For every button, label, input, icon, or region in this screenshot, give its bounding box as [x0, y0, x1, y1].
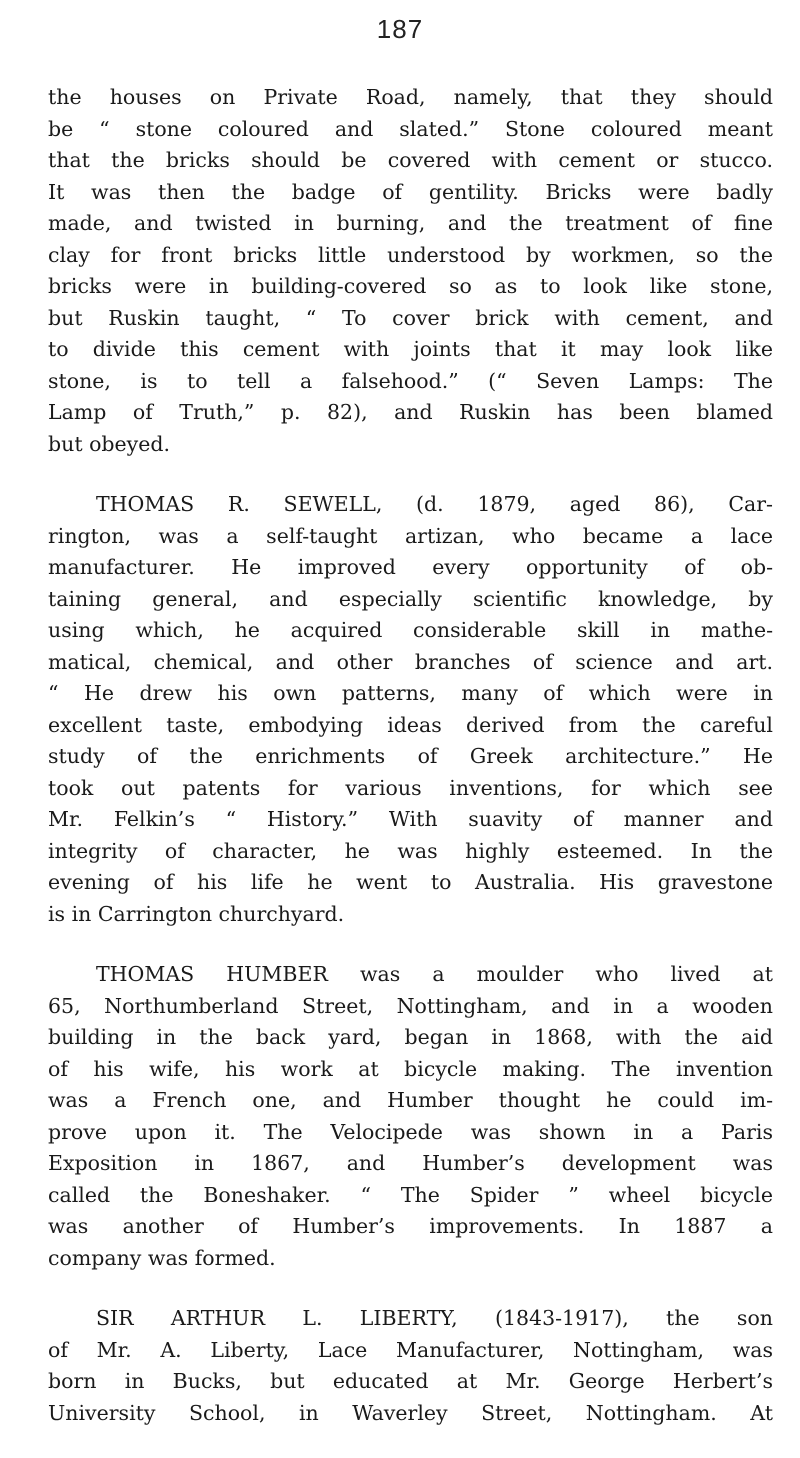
text-line: bricks were in building-covered so as to look like stone,: [48, 274, 773, 298]
text-line: evening of his life he went to Australia. His gravestone: [48, 870, 773, 894]
paragraph-private-road: [48, 82, 773, 460]
text-line: prove upon it. The Velocipede was shown in a Paris: [48, 1119, 773, 1144]
text-line: taining general, and especially scientific knowledge, by: [48, 586, 773, 611]
text-line: manufacturer. He improved every opportunity of ob-: [48, 555, 773, 579]
page-number: 187: [376, 14, 424, 44]
text-line: using which, he acquired considerable skill in mathe-: [48, 618, 773, 642]
text-line: rington, was a self-taught artizan, who became a lace: [48, 523, 773, 548]
text-line: 65, Northumberland Street, Nottingham, and in a wooden: [48, 993, 773, 1018]
text-line: It was then the badge of gentility. Bricks were badly: [48, 179, 773, 204]
text-line: made, and twisted in burning, and the treatment of fine: [48, 211, 773, 235]
text-line: building in the back yard, began in 1868, with the aid: [48, 1025, 773, 1049]
text-line: that the bricks should be covered with cement or stucco.: [48, 148, 773, 172]
text-line: “ He drew his own patterns, many of which were in: [48, 681, 773, 705]
paragraph-arthur-liberty: [48, 1303, 773, 1429]
text-line: of Mr. A. Liberty, Lace Manufacturer, Nottingham, was: [48, 1337, 773, 1362]
text-line: Exposition in 1867, and Humber’s development was: [48, 1151, 773, 1175]
text-line: took out patents for various inventions, for which see: [48, 775, 773, 800]
text-line: is in Carrington churchyard.: [48, 901, 345, 926]
text-line: company was formed.: [48, 1245, 276, 1270]
paragraph-thomas-sewell: [48, 489, 773, 930]
text-line: stone, is to tell a falsehood.” (“ Seven Lamps: The: [48, 368, 773, 393]
text-line: study of the enrichments of Greek architecture.” He: [48, 744, 773, 768]
text-line: to divide this cement with joints that it may look like: [48, 337, 773, 361]
text-line: Mr. Felkin’s “ History.” With suavity of manner and: [48, 807, 773, 831]
text-line: be “ stone coloured and slated.” Stone coloured meant: [48, 116, 773, 141]
text-line: THOMAS R. SEWELL, (d. 1879, aged 86), Car-: [96, 492, 773, 516]
text-line: clay for front bricks little understood by workmen, so the: [48, 242, 773, 267]
text-line: the houses on Private Road, namely, that they should: [48, 85, 773, 109]
text-line: was a French one, and Humber thought he could im-: [48, 1088, 773, 1112]
text-line: of his wife, his work at bicycle making. The invention: [48, 1056, 773, 1081]
text-line: but obeyed.: [48, 431, 171, 456]
text-line: University School, in Waverley Street, Nottingham. At: [48, 1400, 773, 1425]
text-line: Lamp of Truth,” p. 82), and Ruskin has been blamed: [48, 400, 773, 424]
text-line: was another of Humber’s improvements. In 1887 a: [48, 1214, 773, 1238]
text-line: matical, chemical, and other branches of science and art.: [48, 649, 773, 674]
paragraph-thomas-humber: [48, 959, 773, 1274]
text-line: but Ruskin taught, “ To cover brick with cement, and: [48, 305, 773, 330]
body-text: [48, 82, 773, 1458]
text-line: born in Bucks, but educated at Mr. George Herbert’s: [48, 1369, 773, 1393]
text-line: called the Boneshaker. “ The Spider ” wheel bicycle: [48, 1182, 773, 1207]
text-line: excellent taste, embodying ideas derived from the careful: [48, 712, 773, 737]
text-line: SIR ARTHUR L. LIBERTY, (1843-1917), the son: [96, 1306, 773, 1330]
text-line: THOMAS HUMBER was a moulder who lived at: [96, 962, 773, 986]
text-line: integrity of character, he was highly esteemed. In the: [48, 838, 773, 863]
